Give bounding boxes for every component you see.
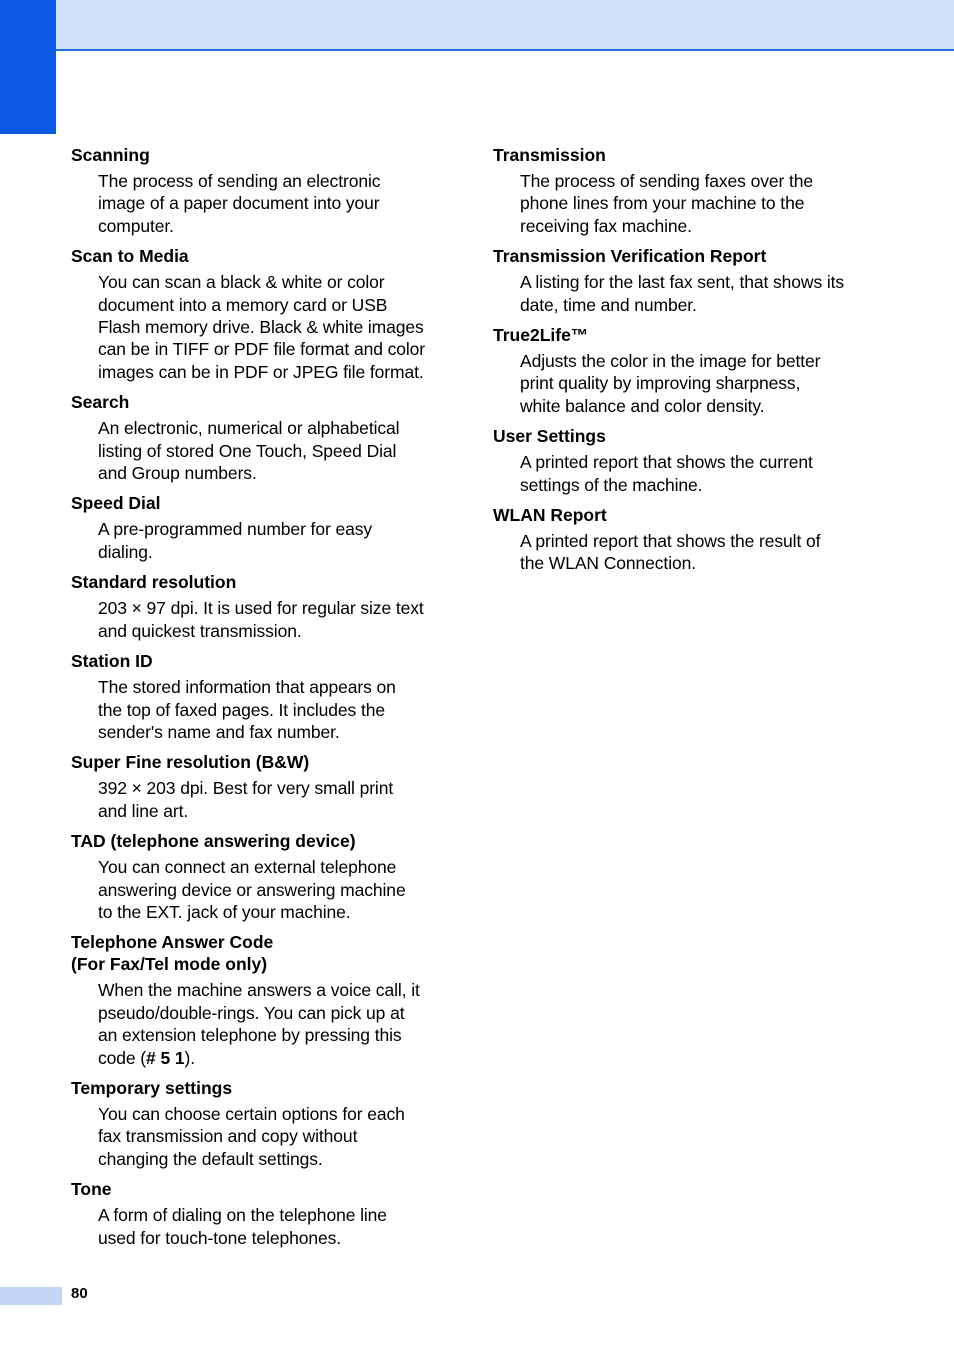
glossary-definition: A printed report that shows the result of the WLAN Connection. [520, 531, 821, 574]
glossary-entry [493, 425, 865, 496]
glossary-definition: A printed report that shows the current settings of the machine. [520, 452, 813, 495]
glossary-definition: You can scan a black & white or color document into a memory card or USB Flash memory drive. Black & white images can be in TIFF or PDF file format and color images can be in PDF or JPEG file format. [98, 272, 426, 382]
glossary-definition: The process of sending faxes over the phone lines from your machine to the receiving fax machine. [520, 171, 813, 236]
glossary-definition: Adjusts the color in the image for better print quality by improving sharpness, white balance and color density. [520, 351, 821, 416]
glossary-entry [493, 324, 865, 417]
glossary-definition: You can choose certain options for each fax transmission and copy without changing the default settings. [98, 1103, 405, 1169]
definition-text: When the machine answers a voice call, it pseudo/double-rings. You can pick up at an extension telephone by pressing this code ( [98, 980, 420, 1068]
glossary-term: Super Fine resolution (B&W) [71, 752, 310, 773]
glossary-term: Temporary settings [71, 1077, 233, 1098]
glossary-definition: The stored information that appears on the top of faxed pages. It includes the sender's name and fax number. [98, 677, 396, 742]
glossary-definition: A form of dialing on the telephone line used for touch-tone telephones. [98, 1205, 387, 1248]
glossary-definition: 392 × 203 dpi. Best for very small print and line art. [98, 778, 394, 821]
glossary-entry [71, 1178, 443, 1249]
glossary-entry [493, 245, 865, 316]
glossary-definition: The process of sending an electronic image of a paper document into your computer. [98, 171, 381, 236]
glossary-entry [493, 144, 865, 237]
glossary-entry [71, 492, 443, 563]
glossary-term: Standard resolution [71, 572, 237, 593]
glossary-term: Tone [71, 1179, 112, 1200]
glossary-term: User Settings [493, 426, 606, 447]
glossary-term: Search [71, 392, 130, 413]
glossary-term: Transmission Verification Report [493, 246, 767, 267]
glossary-entry [71, 391, 443, 484]
page-number: 80 [71, 1285, 88, 1302]
glossary-entry [71, 245, 443, 383]
glossary-term: Station ID [71, 651, 153, 672]
glossary-entry [71, 830, 443, 923]
glossary-term: TAD (telephone answering device) [71, 831, 356, 852]
glossary-definition: A listing for the last fax sent, that shows its date, time and number. [520, 272, 845, 315]
glossary-definition: 203 × 97 dpi. It is used for regular size text and quickest transmission. [98, 598, 424, 641]
glossary-entry [493, 504, 865, 575]
definition-text: ). [184, 1047, 195, 1068]
glossary-entry [71, 1077, 443, 1170]
glossary-term: True2Life™ [493, 325, 589, 346]
glossary-entry [71, 751, 443, 822]
glossary-entry [71, 931, 443, 1069]
key-code: # 5 1 [146, 1047, 185, 1068]
glossary-term: Scan to Media [71, 246, 189, 267]
glossary-definition: An electronic, numerical or alphabetical listing of stored One Touch, Speed Dial and Group numbers. [98, 418, 400, 484]
glossary-definition [98, 979, 443, 1069]
glossary-definition: A pre-programmed number for easy dialing. [98, 519, 373, 562]
glossary-term: Scanning [71, 145, 150, 165]
glossary-entry [71, 571, 443, 642]
glossary-definition: You can connect an external telephone answering device or answering machine to the EXT. jack of your machine. [98, 857, 406, 922]
glossary-entry [71, 650, 443, 743]
glossary-column-right [493, 144, 865, 583]
footer-tab [0, 1287, 62, 1305]
glossary-term: WLAN Report [493, 505, 607, 526]
glossary-term: Speed Dial [71, 493, 161, 514]
glossary-entry [71, 144, 443, 237]
glossary-term: Telephone Answer Code (For Fax/Tel mode only) [71, 932, 274, 975]
header-band [0, 0, 954, 51]
chapter-tab [0, 0, 56, 134]
glossary-column-left [71, 144, 443, 1257]
glossary-term: Transmission [493, 145, 606, 165]
